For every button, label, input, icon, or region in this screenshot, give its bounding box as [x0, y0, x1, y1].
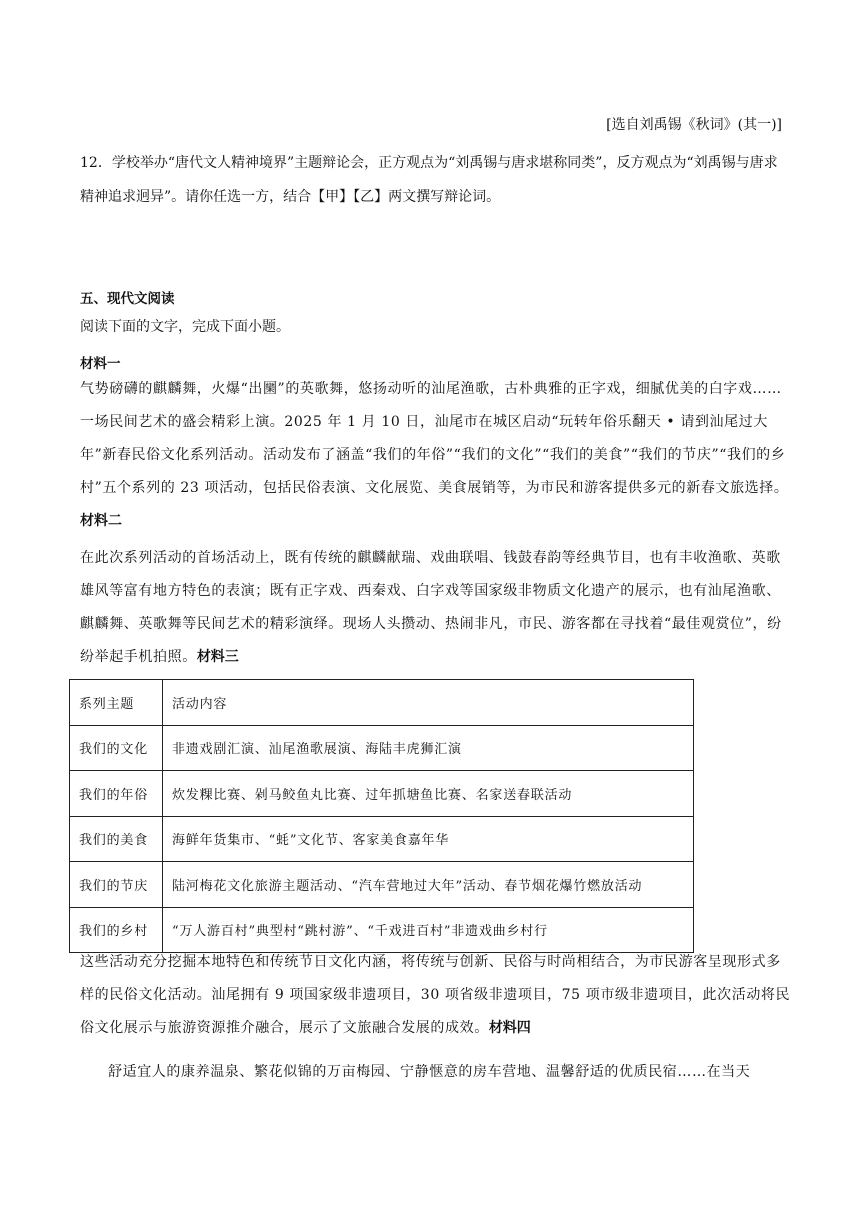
material-1-text: 气势磅礴的麒麟舞，火爆“出圞”的英歌舞，悠扬动听的汕尾渔歌，古朴典雅的正字戏，细腻优美的白字戏……一场民间艺术的盛会精彩上演。2025 年 1 月 10 日，汕尾市在城区启动“玩转年俗乐翻天 • 请到汕尾过大年”新春民俗文化系列活动。活动发布了涵盖“我们的年俗”“我们的文化”“我们的美食”“我们的节庆”“我们的乡村”五个系列的 23 项活动，包括民俗表演、文化展览、美食展销等，为市民和游客提供多元的新春文旅选择。: [80, 381, 789, 496]
table-row: [70, 725, 694, 771]
material-4-title: 材料四: [488, 1020, 531, 1036]
material-3-text: 这些活动充分挖掘本地特色和传统节日文化内涵，将传统与创新、民俗与时尚相结合，为市民游客呈现形式多样的民俗文化活动。汕尾拥有 9 项国家级非遗项目，30 项省级非遗项目，75 项市级非遗项目，此次活动将民俗文化展示与旅游资源推介融合，展示了文旅融合发展的成效。: [80, 954, 791, 1036]
table-header-cell: 活动内容: [163, 680, 694, 726]
material-4-paragraph: 舒适宜人的康养温泉、繁花似锦的万亩梅园、宁静惬意的房车营地、温馨舒适的优质民宿……在当天: [108, 1064, 751, 1080]
table-cell-theme: 我们的美食: [70, 816, 163, 862]
table-row: [70, 816, 694, 862]
table-cell-content: 炊发粿比赛、剁马鲛鱼丸比赛、过年抓塘鱼比赛、名家送春联活动: [163, 771, 694, 817]
activity-table: [69, 679, 694, 953]
material-2-title: 材料二: [80, 513, 122, 529]
question-12: 12．学校举办“唐代文人精神境界”主题辩论会，正方观点为“刘禹锡与唐求堪称同类”，反方观点为“刘禹锡与唐求精神追求迥异”。请你任选一方，结合【甲】【乙】两文撰写辩论词。: [80, 155, 778, 205]
material-3-title: 材料三: [196, 649, 239, 665]
material-2-paragraph: [80, 542, 792, 674]
material-1-title: 材料一: [80, 356, 121, 372]
table-header-row: [70, 680, 694, 726]
table-row: [70, 862, 694, 908]
table-header-cell: 系列主题: [70, 680, 163, 726]
material-3-paragraph: [80, 946, 792, 1045]
table-cell-content: “万人游百村”典型村“跳村游”、“千戏进百村”非遗戏曲乡村行: [163, 907, 694, 953]
material-1-paragraph: [80, 373, 792, 538]
table-cell-theme: 我们的文化: [70, 725, 163, 771]
table-cell-theme: 我们的节庆: [70, 862, 163, 908]
reading-instructions: 阅读下面的文字，完成下面小题。: [80, 319, 290, 335]
material-2-text: 在此次系列活动的首场活动上，既有传统的麒麟献瑞、戏曲联唱、钱鼓春韵等经典节目，也有丰收渔歌、英歌雄风等富有地方特色的表演；既有正字戏、西秦戏、白字戏等国家级非物质文化遗产的展示，也有汕尾渔歌、麒麟舞、英歌舞等民间艺术的精彩演绎。现场人头攒动、热闹非凡，市民、游客都在寻找着“最佳观赏位”，纷纷举起手机拍照。: [80, 550, 782, 665]
table-cell-content: 海鲜年货集市、“蚝”文化节、客家美食嘉年华: [163, 816, 694, 862]
table-cell-content: 陆河梅花文化旅游主题活动、“汽车营地过大年”活动、春节烟花爆竹燃放活动: [163, 862, 694, 908]
table-cell-content: 非遗戏剧汇演、汕尾渔歌展演、海陆丰虎狮汇演: [163, 725, 694, 771]
table-row: [70, 771, 694, 817]
section-heading: 五、现代文阅读: [80, 291, 175, 307]
table-cell-theme: 我们的年俗: [70, 771, 163, 817]
table-cell-theme: 我们的乡村: [70, 907, 163, 953]
poem-source-citation: [选自刘禹锡《秋词》(其一)]: [606, 117, 782, 133]
